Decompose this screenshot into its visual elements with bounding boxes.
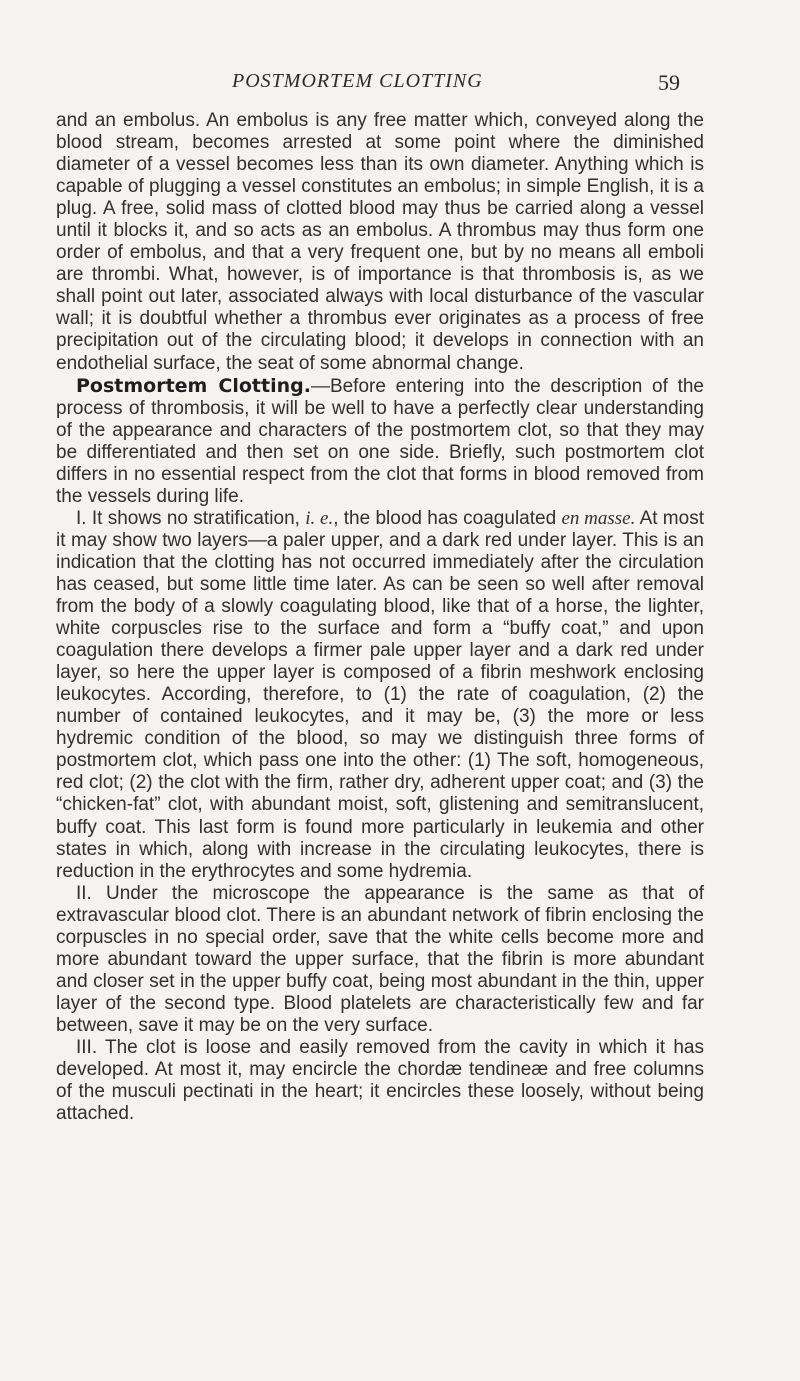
paragraph-text: At most it may show two layers—a paler upper, and a dark red under layer. This is an indication that the clotting has not occurred immediately after the circulation has ceased, but some little time later. As can be seen so well after removal from the body of a slowly coagulating blood, like that of a horse, the lighter, white corpuscles rise to the surface and form a “buffy coat,” and upon coagulation there develops a firmer pale upper layer and a dark red under layer, so here the upper layer is composed of a fibrin meshwork enclosing leukocytes. According, therefore, to (1) the rate of coagulation, (2) the number of contained leukocytes, and it may be, (3) the more or less hydremic condition of the blood, so may we distinguish three forms of postmortem clot, which pass one into the other: (1) The soft, homogeneous, red clot; (2) the clot with the firm, rather dry, adherent upper coat; and (3) the “chicken-fat” clot, with abundant moist, soft, glistening and semitranslucent, buffy coat. This last form is found more particularly in leukemia and other states in which, along with increase in the circulating leukocytes, there is reduction in the erythrocytes and some hydremia.	[56, 507, 704, 882]
paragraph-postmortem-clotting	[56, 375, 704, 508]
running-head: POSTMORTEM CLOTTING	[232, 70, 483, 92]
paragraph-embolus: and an embolus. An embolus is any free matter which, conveyed along the blood stream, becomes arrested at some point where the diminished diameter of a vessel becomes less than its own diameter. Anything which is capable of plugging a vessel constitutes an embolus; in simple English, it is a plug. A free, solid mass of clotted blood may thus be carried along a vessel until it blocks it, and so acts as an embolus. A thrombus may thus form one order of embolus, and that a very frequent one, but by no means all emboli are thrombi. What, however, is of importance is that thrombosis is, as we shall point out later, associated always with local disturbance of the vascular wall; it is doubtful whether a thrombus ever originates as a process of free precipitation out of the circulating blood; it develops in connection with an endothelial surface, the seat of some abnormal change.	[56, 110, 704, 374]
paragraph-point-two: II. Under the microscope the appearance is the same as that of extravascular blood clot. There is an abundant network of fibrin enclosing the corpuscles in no special order, save that the white cells become more and more abundant toward the upper surface, that the fibrin is more abundant and closer set in the upper buffy coat, being most abundant in the thin, upper layer of the second type. Blood platelets are characteristically few and far between, save it may be on the very surface.	[56, 882, 704, 1036]
italic-term: i. e.	[305, 507, 334, 529]
paragraph-point-three: III. The clot is loose and easily removed from the cavity in which it has developed. At most it, may encircle the chordæ tendineæ and free columns of the musculi pectinati in the heart; it encircles these loosely, without being attached.	[56, 1036, 704, 1125]
page-number: 59	[658, 70, 680, 95]
body-text	[56, 110, 704, 1125]
paragraph-point-one	[56, 508, 704, 883]
paragraph-text: , the blood has coagulated	[333, 507, 562, 529]
paragraph-text: —Before entering into the description of the process of thrombosis, it will be well to have a perfectly clear understanding of the appearance and characters of the postmortem clot, so that they may be differentiated and then set on one side. Briefly, such postmortem clot differs in no essential respect from the clot that forms in blood removed from the vessels during life.	[56, 375, 704, 507]
section-heading: Postmortem Clotting.	[76, 374, 311, 397]
italic-term: en masse.	[561, 507, 636, 529]
paragraph-text: I. It shows no stratification,	[76, 507, 306, 529]
